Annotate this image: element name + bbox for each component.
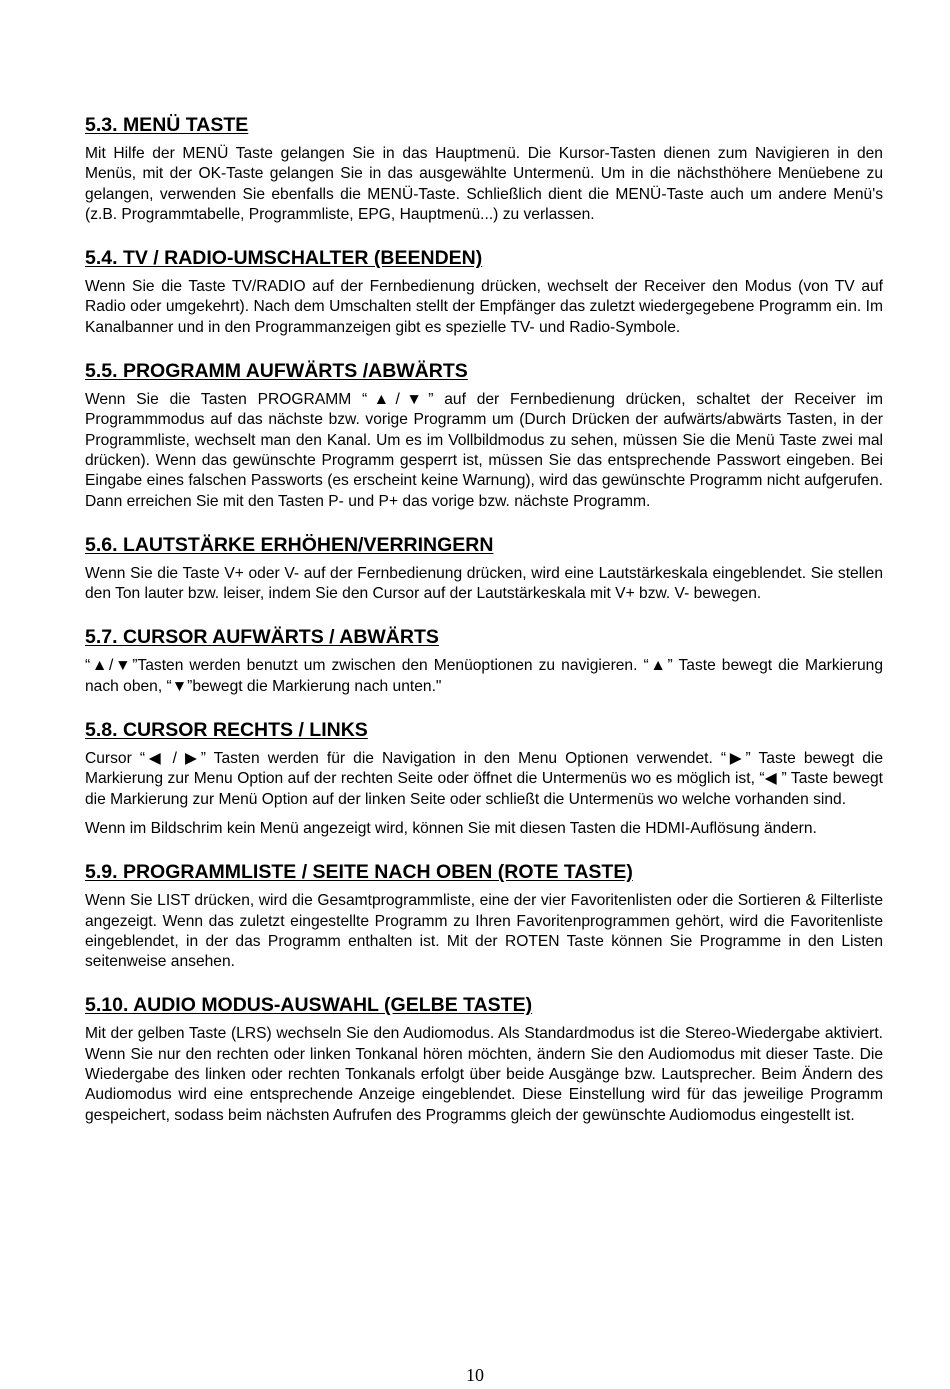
page-content (85, 113, 883, 1147)
section-heading: 5.6. LAUTSTÄRKE ERHÖHEN/VERRINGERN (85, 533, 494, 556)
section-heading: 5.10. AUDIO MODUS-AUSWAHL (GELBE TASTE) (85, 994, 533, 1017)
section-heading: 5.8. CURSOR RECHTS / LINKS (85, 719, 368, 742)
section-paragraph: Wenn Sie LIST drücken, wird die Gesamtprogrammliste, eine der vier Favoritenlisten oder die Sortieren & Filterliste angezeigt. Wenn das zuletzt eingestellte Programm zu Ihren Favoritenprogrammen gehört, wird die Favoritenliste eingeblendet, in der das Programm enthalten ist. Mit der ROTEN Taste können Sie Programme in den Listen seitenweise ansehen. (85, 892, 883, 971)
section-heading: 5.7. CURSOR AUFWÄRTS / ABWÄRTS (85, 626, 439, 649)
section-heading: 5.4. TV / RADIO-UMSCHALTER (BEENDEN) (85, 247, 483, 270)
section-tv-radio (85, 246, 883, 338)
section-paragraph: Wenn Sie die Tasten PROGRAMM “▲/▼” auf der Fernbedienung drücken, schaltet der Receiver im Programmmodus auf das nächste bzw. vorige Programm um (Durch Drücken der aufwärts/abwärts Tasten, in der Programmliste, wechselt man den Kanal. Um es im Vollbildmodus zu sehen, müssen Sie die Menü Taste zwei mal drücken). Wenn das gewünschte Programm gesperrt ist, müssen Sie das entsprechende Passwort eingeben. Bei Eingabe eines falschen Passworts (es erscheint keine Warnung), wird das gewünschte Programm nicht aufgerufen. Dann erreichen Sie mit den Tasten P- und P+ das vorige bzw. nächste Programm. (85, 391, 883, 510)
section-cursor-rechts-links (85, 718, 883, 839)
section-heading: 5.5. PROGRAMM AUFWÄRTS /ABWÄRTS (85, 360, 468, 383)
section-cursor-auf-ab (85, 625, 883, 697)
section-heading: 5.3. MENÜ TASTE (85, 114, 249, 136)
section-menu-taste (85, 113, 883, 225)
section-lautstaerke (85, 533, 883, 605)
section-programm-auf-ab (85, 359, 883, 512)
section-paragraph: Mit Hilfe der MENÜ Taste gelangen Sie in das Hauptmenü. Die Kursor-Tasten dienen zum Navigieren in den Menüs, mit der OK-Taste gelangen Sie in das ausgewählte Untermenü. Um in die nächsthöhere Menüebene zu gelangen, verwenden Sie ebenfalls die MENÜ-Taste. Schließlich dient die MENÜ-Taste auch um andere Menü's (z.B. Programmtabelle, Programmliste, EPG, Hauptmenü...) zu verlassen. (85, 145, 883, 223)
section-paragraph: “▲/▼”Tasten werden benutzt um zwischen den Menüoptionen zu navigieren. “▲” Taste bewegt die Markierung nach oben, “▼”bewegt die Markierung nach unten." (85, 657, 883, 695)
section-paragraph: Cursor “◀ / ▶” Tasten werden für die Navigation in den Menu Optionen verwendet. “▶” Taste bewegt die Markierung zur Menu Option auf der rechten Seite oder öffnet die Untermenüs wo es möglich ist, “◀ ” Taste bewegt die Markierung zur Menü Option auf der linken Seite oder schließt die Untermenüs wo welche vorhanden sind. (85, 750, 883, 808)
page-number: 10 (466, 1365, 484, 1385)
section-paragraph: Wenn Sie die Taste V+ oder V- auf der Fernbedienung drücken, wird eine Lautstärkeskala eingeblendet. Sie stellen den Ton lauter bzw. leiser, indem Sie den Cursor auf der Lautstärkeskala mit V+ bzw. V- bewegen. (85, 564, 883, 603)
section-audio-modus (85, 993, 883, 1125)
section-paragraph: Wenn Sie die Taste TV/RADIO auf der Fernbedienung drücken, wechselt der Receiver den Modus (von TV auf Radio oder umgekehrt). Nach dem Umschalten stellt der Empfänger das zuletzt wiedergegebene Programm ein. Im Kanalbanner und in den Programmanzeigen gibt es spezielle TV- und Radio-Symbole. (85, 278, 883, 336)
section-paragraph: Wenn im Bildschrim kein Menü angezeigt wird, können Sie mit diesen Tasten die HDMI-Auflösung ändern. (85, 819, 817, 837)
section-heading: 5.9. PROGRAMMLISTE / SEITE NACH OBEN (ROTE TASTE) (85, 861, 633, 884)
section-paragraph: Mit der gelben Taste (LRS) wechseln Sie den Audiomodus. Als Standardmodus ist die Stereo-Wiedergabe aktiviert. Wenn Sie nur den rechten oder linken Tonkanal hören möchten, ändern Sie den Audiomodus mit dieser Taste. Die Wiedergabe des linken oder rechten Tonkanals erfolgt über beide Ausgänge bzw. Lautsprecher. Beim Ändern des Audiomodus wird eine entsprechende Anzeige eingeblendet. Diese Einstellung wird für das jeweilige Programm gespeichert, sodass beim nächsten Aufrufen des Programms gleich der gewünschte Audiomodus eingestellt ist. (85, 1025, 883, 1124)
section-programmliste (85, 860, 883, 972)
